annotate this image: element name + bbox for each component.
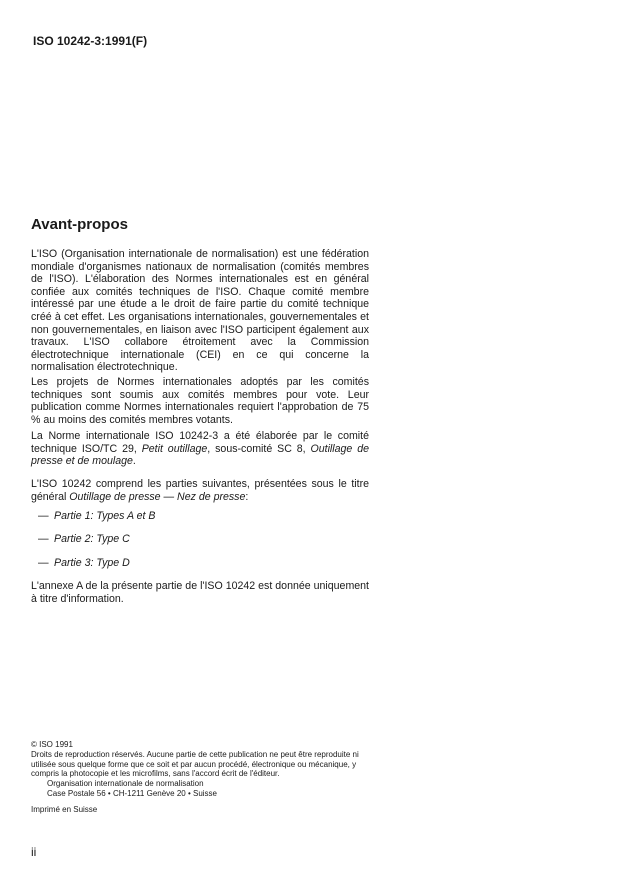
- committee-text-mid: , sous-comité SC 8,: [207, 442, 311, 455]
- list-dash: —: [38, 510, 49, 522]
- printed-in: Imprimé en Suisse: [31, 804, 98, 814]
- list-item: [38, 510, 155, 522]
- committee-text-pre: La Norme internationale ISO 10242-3 a été élaborée par le comité technique ISO/TC 29,: [31, 430, 369, 455]
- list-item: [38, 557, 130, 569]
- rights-notice: Droits de reproduction réservés. Aucune partie de cette publication ne peut être reproduite ni utilisée sous quelque forme que ce soit et par aucun procédé, électronique ou mécanique, y compris la photocopie et les microfilms, sans l'accord écrit de l'éditeur.: [31, 749, 359, 779]
- page-title: Avant-propos: [31, 216, 128, 233]
- committee-name-italic: Petit outillage: [141, 442, 208, 455]
- paragraph-parts-intro: [31, 478, 369, 503]
- list-item: [38, 533, 130, 545]
- org-name: Organisation internationale de normalisation: [47, 779, 204, 789]
- list-item-label: Partie 1: Types A et B: [54, 510, 156, 522]
- list-dash: —: [38, 557, 49, 569]
- parts-intro-pre: L'ISO 10242 comprend les parties suivantes, présentées sous le titre général: [31, 478, 369, 503]
- paragraph-iso-intro: L'ISO (Organisation internationale de normalisation) est une fédération mondiale d'organismes nationaux de normalisation (comités membres de l'ISO). L'élaboration des Normes internationales est en général confiée aux comités techniques de l'ISO. Chaque comité membre intéressé par une étude a le droit de faire partie du comité technique créé à cet effet. Les organisations internationales, gouvernementales et non gouvernementales, en liaison avec l'ISO participent également aux travaux. L'ISO collabore étroitement avec la Commission électrotechnique internationale (CEI) en ce qui concerne la normalisation électrotechnique.: [31, 248, 369, 374]
- org-address: Case Postale 56 • CH-1211 Genève 20 • Suisse: [47, 788, 217, 798]
- page-number: ii: [31, 845, 37, 859]
- committee-text-post: .: [132, 455, 136, 468]
- document-id: ISO 10242-3:1991(F): [33, 34, 148, 48]
- paragraph-committee: [31, 430, 369, 468]
- list-dash: —: [38, 533, 49, 545]
- parts-intro-post: :: [245, 490, 249, 503]
- subcommittee-name-italic: Outillage de presse et de moulage: [31, 442, 369, 468]
- general-title-italic: Outillage de presse — Nez de presse: [69, 490, 246, 503]
- copyright-line: © ISO 1991: [31, 740, 73, 749]
- list-item-label: Partie 3: Type D: [54, 557, 130, 569]
- copyright-block: [31, 740, 376, 815]
- paragraph-voting: Les projets de Normes internationales adoptés par les comités techniques sont soumis aux comités membres pour vote. Leur publication comme Normes internationales requiert l'approbation de 75 % au moins des comités membres votants.: [31, 376, 369, 426]
- paragraph-annex: L'annexe A de la présente partie de l'ISO 10242 est donnée uniquement à titre d'information.: [31, 580, 369, 605]
- list-item-label: Partie 2: Type C: [54, 533, 130, 545]
